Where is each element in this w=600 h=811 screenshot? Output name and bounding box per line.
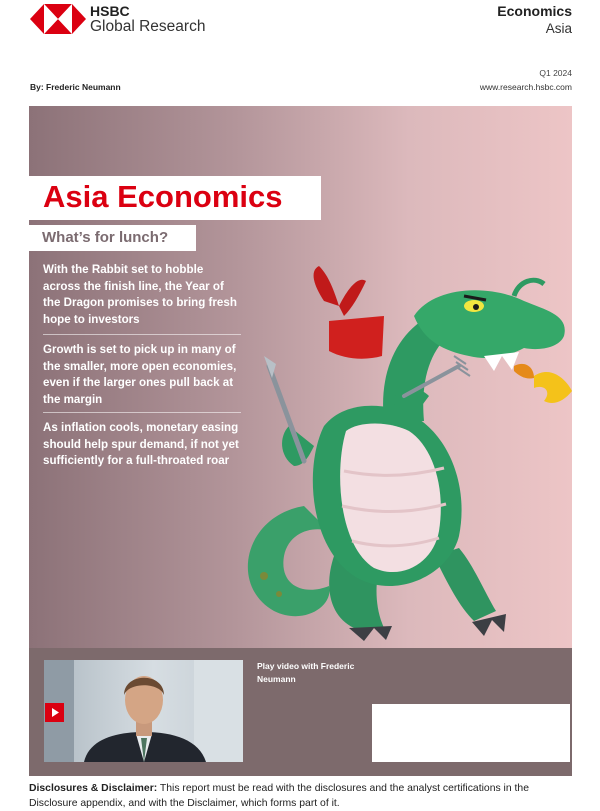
report-title: Asia Economics (43, 179, 283, 214)
section-label: Economics (497, 3, 572, 19)
title-box (29, 176, 321, 220)
brand-name: HSBC (90, 3, 130, 19)
report-subtitle: What’s for lunch? (42, 229, 169, 246)
disclaimer-text (29, 781, 574, 811)
author-byline: By: Frederic Neumann (30, 82, 121, 92)
brand-subtitle: Global Research (90, 18, 206, 35)
video-thumbnail[interactable] (44, 660, 243, 762)
quarter-label: Q1 2024 (539, 68, 572, 78)
divider (43, 412, 241, 413)
disclaimer-label: Disclosures & Disclaimer: (29, 783, 158, 794)
play-button[interactable] (45, 703, 64, 722)
presenter-portrait (44, 660, 243, 762)
cover-panel (29, 106, 572, 648)
key-point-2: Growth is set to pick up in many of the smaller, more open economies, even if the larger ones pull back at the margin (43, 343, 237, 406)
subtitle-box (29, 225, 196, 251)
key-point-1: With the Rabbit set to hobble across the finish line, the Year of the Dragon promises to bring fresh hope to investors (43, 263, 237, 326)
region-label: Asia (545, 21, 572, 36)
hsbc-logo-icon (30, 4, 86, 34)
key-point-3: As inflation cools, monetary easing should help spur demand, if not yet sufficiently for a full-throated roar (43, 421, 239, 468)
dragon-illustration (234, 256, 572, 641)
video-caption[interactable]: Play video with Frederic Neumann (257, 661, 355, 684)
video-banner (29, 648, 572, 776)
website-link[interactable]: www.research.hsbc.com (479, 82, 572, 92)
blank-panel (372, 704, 570, 762)
disclaimer-body: This report must be read with the disclosures and the analyst certifications in the Disclosure appendix, and with the Disclaimer, which forms part of it. (29, 783, 529, 809)
divider (43, 334, 241, 335)
play-icon (45, 703, 64, 722)
